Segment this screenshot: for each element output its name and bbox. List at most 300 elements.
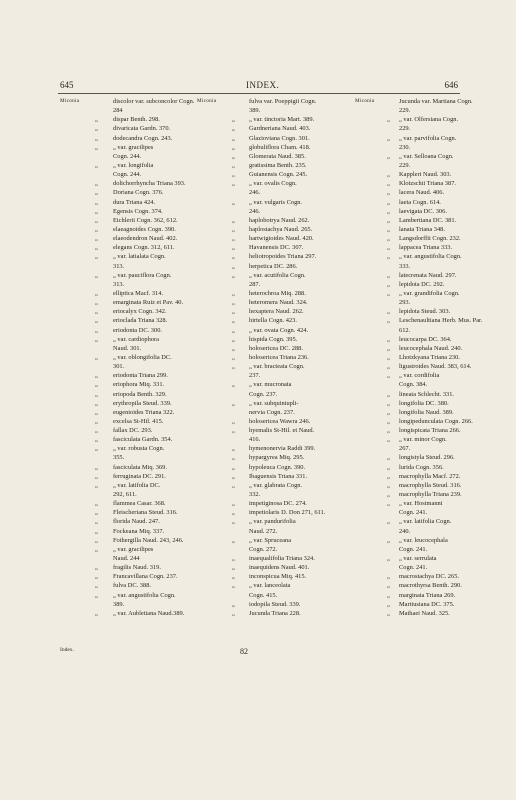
entry-text: „ var. lanceolata [249, 582, 291, 590]
ditto-mark: „ [232, 235, 235, 243]
ditto-mark: „ [232, 308, 235, 316]
ditto-mark: „ [95, 180, 98, 188]
index-entry [60, 463, 190, 472]
index-entry [60, 527, 190, 536]
entry-text: „ var. gracilipes [113, 143, 154, 151]
index-entry [60, 472, 190, 481]
entry-text: Jucunda Triana 228. [249, 609, 301, 617]
ditto-mark: „ [95, 527, 98, 535]
ditto-mark [232, 280, 249, 289]
ditto-mark: „ [387, 454, 390, 462]
index-entry [345, 316, 483, 325]
index-entry [345, 134, 463, 143]
entry-text: 237. [249, 372, 261, 380]
ditto-mark [232, 371, 249, 380]
ditto-mark: „ [95, 481, 98, 489]
index-entry [197, 170, 342, 179]
entry-text: inconspicua Miq. 415. [249, 573, 307, 581]
genus-label [355, 563, 387, 572]
entry-text: lappacea Triana 333. [399, 244, 453, 252]
entry-text: Langsdorffii Cogn. 232. [399, 235, 461, 243]
index-entry [197, 408, 342, 417]
genus-label [355, 417, 387, 426]
index-entry [60, 481, 190, 490]
genus-label [355, 499, 387, 508]
ditto-mark: „ [232, 244, 235, 252]
index-entry [345, 390, 463, 399]
entry-text: Cogn. 272. [249, 545, 278, 553]
index-entry [60, 380, 190, 389]
index-entry [197, 435, 342, 444]
entry-text: Klotzschii Triana 387. [399, 180, 456, 188]
genus-label [197, 362, 232, 371]
ditto-mark: „ [387, 134, 390, 142]
ditto-mark [232, 106, 249, 115]
genus-label [355, 289, 387, 298]
index-entry [197, 344, 342, 353]
index-entry [60, 581, 190, 590]
index-entry [345, 170, 463, 179]
ditto-mark: „ [232, 427, 235, 435]
genus-label [197, 517, 232, 526]
entry-text: lanata Triana 348. [399, 225, 445, 233]
entry-text: excelsa St-Hil. 415. [113, 417, 164, 425]
genus-label [355, 444, 387, 453]
ditto-mark: „ [95, 125, 98, 133]
ditto-mark: „ [232, 161, 235, 169]
ditto-mark: „ [387, 244, 390, 252]
ditto-mark: „ [95, 518, 98, 526]
entry-text: „ var. oblongifolia DC. [113, 353, 172, 361]
entry-text: „ var. gracilipes [113, 545, 154, 553]
genus-label [355, 508, 387, 517]
index-entry [197, 97, 342, 106]
entry-text: inaequidens Naud. 401. [249, 564, 310, 572]
genus-label [60, 390, 95, 399]
genus-label [60, 499, 95, 508]
entry-text: Kappleri Naud. 303. [399, 171, 452, 179]
entry-text: holosericea DC. 288. [249, 344, 303, 352]
entry-text: fulva var. Poeppigii Cogn. [249, 98, 317, 105]
entry-text: Fothergilla Naud. 243, 246. [113, 536, 184, 544]
index-entry [60, 170, 190, 179]
index-entry [197, 124, 342, 133]
genus-label [60, 262, 95, 271]
entry-text: „ var. pandurifolia [249, 518, 296, 526]
ditto-mark [95, 453, 113, 462]
index-entry [60, 280, 190, 289]
index-entry [345, 563, 463, 572]
index-entry [197, 225, 342, 234]
ditto-mark: „ [232, 600, 235, 608]
page-header [60, 80, 458, 92]
entry-text: laevigata DC. 306. [399, 207, 447, 215]
genus-label [355, 426, 387, 435]
entry-text: „ var. latifolia Cogn. [399, 518, 452, 526]
index-entry [345, 417, 473, 426]
genus-label [355, 115, 387, 124]
genus-label [355, 591, 387, 600]
genus-label [197, 609, 232, 618]
ditto-mark: „ [387, 591, 390, 599]
entry-text: „ var. vulgaris Cogn. [249, 198, 303, 206]
ditto-mark [387, 298, 399, 307]
ditto-mark: „ [232, 335, 235, 343]
genus-label [355, 572, 387, 581]
entry-text: heliotropoides Triana 297. [249, 253, 317, 261]
index-entry [197, 463, 342, 472]
genus-label [197, 124, 232, 133]
genus-label [197, 426, 232, 435]
ditto-mark: „ [387, 372, 390, 380]
ditto-mark: „ [95, 198, 98, 206]
index-entry [60, 572, 190, 581]
genus-label [197, 435, 232, 444]
ditto-mark: „ [95, 536, 98, 544]
index-entry [345, 234, 463, 243]
index-entry [197, 188, 342, 197]
ditto-mark: „ [95, 609, 98, 617]
index-entry [197, 207, 342, 216]
ditto-mark: „ [387, 116, 390, 124]
index-entry [345, 545, 463, 554]
ditto-mark: „ [95, 116, 98, 124]
genus-label [60, 280, 95, 289]
genus-label [60, 353, 95, 362]
ditto-mark: „ [387, 427, 390, 435]
ditto-mark: „ [95, 289, 98, 297]
ditto-mark: „ [387, 317, 390, 325]
ditto-mark: „ [232, 454, 235, 462]
genus-label [355, 307, 387, 316]
ditto-mark [95, 152, 113, 161]
index-entry [345, 280, 463, 289]
ditto-mark: „ [387, 518, 390, 526]
ditto-mark: „ [387, 399, 390, 407]
index-entry [345, 508, 463, 517]
ditto-mark [232, 408, 249, 417]
index-entry [345, 115, 463, 124]
ditto-mark [387, 444, 399, 453]
genus-label [355, 472, 387, 481]
genus-label [197, 143, 232, 152]
entry-text: „ var. latifolia DC. [113, 481, 161, 489]
index-entry [197, 600, 342, 609]
genus-label [60, 536, 95, 545]
ditto-mark: „ [95, 427, 98, 435]
ditto-mark [232, 591, 249, 600]
index-entry [197, 399, 342, 408]
index-entry [197, 115, 342, 124]
ditto-mark: „ [232, 262, 235, 270]
index-entry [345, 380, 463, 389]
entry-text: Egensis Cogn. 374. [113, 207, 163, 215]
ditto-mark: „ [232, 152, 235, 160]
index-entry [197, 179, 342, 188]
genus-label [197, 188, 232, 197]
index-entry [345, 143, 463, 152]
genus-label [355, 490, 387, 499]
ditto-mark: „ [232, 481, 235, 489]
index-entry [345, 124, 463, 133]
entry-text: hymenonervia Raddi 399. [249, 445, 316, 453]
index-entry [197, 289, 342, 298]
index-entry [197, 499, 342, 508]
ditto-mark: „ [232, 609, 235, 617]
genus-label [60, 134, 95, 143]
ditto-mark [387, 143, 399, 152]
entry-text: Cogn. 241. [399, 545, 428, 553]
entry-text: macrothyrsa Benth. 290. [399, 582, 462, 590]
genus-label [355, 380, 387, 389]
ditto-mark [232, 390, 249, 399]
genus-label [197, 408, 232, 417]
entry-text: iodopila Steud. 339. [249, 600, 301, 608]
entry-text: globuliflora Cham. 418. [249, 143, 311, 151]
index-entry [345, 399, 463, 408]
ditto-mark [232, 435, 249, 444]
ditto-mark: „ [387, 436, 390, 444]
ditto-mark: „ [95, 545, 98, 553]
ditto-mark: „ [387, 271, 390, 279]
entry-text: 240. [399, 527, 411, 535]
entry-text: dolichorrhyncha Triana 393. [113, 180, 186, 188]
ditto-mark: „ [232, 271, 235, 279]
index-entry [60, 362, 190, 371]
ditto-mark: „ [95, 134, 98, 142]
entry-text: erioclada Triana 328. [113, 317, 168, 325]
index-entry [60, 289, 190, 298]
entry-text: ferruginata DC. 291. [113, 472, 166, 480]
ditto-mark: „ [232, 381, 235, 389]
genus-label [355, 481, 387, 490]
entry-text: laeta Cogn. 614. [399, 198, 441, 206]
index-entry [60, 600, 190, 609]
ditto-mark: „ [95, 335, 98, 343]
entry-text: macrophylla Steud. 316. [399, 481, 462, 489]
ditto-mark: „ [232, 171, 235, 179]
index-entry [197, 106, 342, 115]
entry-text: leucocephala Naud. 240. [399, 344, 463, 352]
entry-text: 332. [249, 491, 261, 499]
entry-text: „ var. cordifolia [399, 372, 440, 380]
genus-label [197, 344, 232, 353]
index-entry [60, 426, 190, 435]
index-entry [60, 609, 190, 618]
index-entry [197, 262, 342, 271]
index-entry [197, 563, 342, 572]
index-entry [345, 600, 463, 609]
genus-label [355, 408, 387, 417]
index-entry [60, 316, 190, 325]
genus-label [355, 280, 387, 289]
genus-label [60, 271, 95, 280]
index-entry [345, 216, 463, 225]
index-entry [60, 225, 190, 234]
ditto-mark: „ [387, 481, 390, 489]
genus-label [60, 216, 95, 225]
ditto-mark: „ [387, 235, 390, 243]
entry-text: „ var. subquintupli- [249, 399, 299, 407]
genus-label [60, 152, 95, 161]
ditto-mark [232, 527, 249, 536]
genus-label [197, 390, 232, 399]
genus-label [60, 581, 95, 590]
entry-text: fasciculata Miq. 369. [113, 463, 167, 471]
ditto-mark [95, 600, 113, 609]
entry-text: 416. [249, 436, 261, 444]
index-entry [197, 527, 342, 536]
entry-text: 230. [399, 143, 411, 151]
genus-label [197, 243, 232, 252]
ditto-mark: „ [232, 463, 235, 471]
genus-label [60, 609, 95, 618]
genus-label [60, 545, 95, 554]
genus-label [197, 472, 232, 481]
entry-text: Glomerata Naud. 385. [249, 152, 306, 160]
entry-text: haplobotrya Naud. 262. [249, 216, 310, 224]
entry-text: 313. [113, 262, 125, 270]
index-entry [60, 517, 190, 526]
entry-text: Lambertiana DC. 381. [399, 216, 457, 224]
entry-text: elliptica Macf. 314. [113, 289, 164, 297]
genus-label [197, 508, 232, 517]
entry-text: elaeodendron Naud. 402. [113, 235, 178, 243]
ditto-mark: „ [95, 408, 98, 416]
entry-text: hartwigioides Naud. 420. [249, 235, 314, 243]
entry-text: „ var. Spruceana [249, 536, 292, 544]
ditto-mark: „ [95, 161, 98, 169]
genus-label [197, 600, 232, 609]
ditto-mark: „ [95, 244, 98, 252]
ditto-mark: „ [232, 134, 235, 142]
entry-text: longispicata Triana 266. [399, 427, 461, 435]
index-entry [60, 591, 190, 600]
genus-label [355, 124, 387, 133]
genus-label [197, 152, 232, 161]
entry-text: Cogn. 241. [399, 564, 428, 572]
entry-text: Cogn. 384. [399, 381, 428, 389]
genus-label [197, 234, 232, 243]
entry-text: 355. [113, 454, 125, 462]
ditto-mark [95, 280, 113, 289]
genus-label [60, 106, 95, 115]
entry-text: lineata Schlecht. 331. [399, 390, 455, 398]
entry-text: Cogn. 244. [113, 152, 142, 160]
index-entry [345, 307, 463, 316]
ditto-mark: „ [387, 353, 390, 361]
entry-text: emarginata Ruiz et Pav. 40. [113, 299, 184, 307]
genus-label [60, 198, 95, 207]
genus-label [197, 545, 232, 554]
index-entry [60, 106, 190, 115]
index-entry [345, 554, 463, 563]
ditto-mark: „ [232, 536, 235, 544]
index-entry [197, 572, 342, 581]
index-entry [345, 371, 463, 380]
genus-label [355, 335, 387, 344]
ditto-mark [95, 362, 113, 371]
index-entry [345, 362, 472, 371]
index-entry [60, 554, 190, 563]
genus-label [60, 380, 95, 389]
index-entry [197, 326, 342, 335]
entry-text: „ var. tinctoria Mart. 389. [249, 116, 315, 124]
genus-label [60, 316, 95, 325]
index-entry [345, 591, 463, 600]
ditto-mark: „ [232, 417, 235, 425]
entry-text: „ var. acutifolia Cogn. [249, 271, 306, 279]
genus-label [197, 298, 232, 307]
genus-label [355, 362, 387, 371]
genus-label [60, 508, 95, 517]
genus-label [355, 609, 387, 618]
entry-text: hexaptera Naud. 262. [249, 308, 304, 316]
index-entry [345, 225, 463, 234]
entry-text: „ var. parvifolia Cogn. [399, 134, 457, 142]
index-entry [60, 97, 195, 106]
genus-label [355, 170, 387, 179]
index-entry [60, 545, 190, 554]
genus-label [60, 124, 95, 133]
ditto-mark: „ [232, 582, 235, 590]
ditto-mark: „ [387, 600, 390, 608]
entry-text: Francavillana Cogn. 237. [113, 573, 178, 581]
entry-text: 287. [249, 280, 261, 288]
index-entry [60, 143, 190, 152]
ditto-mark: „ [232, 564, 235, 572]
ditto-mark: „ [95, 189, 98, 197]
index-entry [345, 527, 463, 536]
genus-label [197, 161, 232, 170]
index-entry [197, 353, 342, 362]
index-entry [197, 161, 342, 170]
entry-text: „ var. Selloana Cogn. [399, 152, 454, 160]
entry-text: lacera Naud. 406. [399, 189, 445, 197]
ditto-mark: „ [387, 280, 390, 288]
entry-text: gratissima Benth. 235. [249, 161, 307, 169]
index-entry [197, 508, 342, 517]
ditto-mark: „ [232, 180, 235, 188]
genus-label [355, 316, 387, 325]
entry-text: Gardneriana Naud. 403. [249, 125, 311, 133]
index-entry [345, 572, 463, 581]
genus-label [60, 307, 95, 316]
ditto-mark [95, 97, 113, 106]
ditto-mark [95, 344, 113, 353]
entry-text: longifolia Naud. 389. [399, 408, 454, 416]
index-entry [197, 490, 342, 499]
entry-text: flammea Casar. 368. [113, 500, 166, 508]
genus-label [60, 426, 95, 435]
genus-label [355, 545, 387, 554]
entry-text: 333. [399, 262, 411, 270]
entry-text: longifolia DC. 380. [399, 399, 449, 407]
genus-label [197, 453, 232, 462]
index-entry [197, 143, 342, 152]
entry-text: Ibaguensis Triana 331. [249, 472, 308, 480]
index-entry [197, 307, 342, 316]
ditto-mark: „ [387, 189, 390, 197]
ditto-mark: „ [387, 253, 390, 261]
entry-text: „ var. serrulata [399, 555, 437, 563]
entry-text: 229. [399, 161, 411, 169]
footer-label: Index. [60, 647, 74, 653]
index-entry [60, 444, 190, 453]
genus-label [355, 600, 387, 609]
entry-text: divaricata Gardn. 370. [113, 125, 171, 133]
index-column-3 [345, 97, 483, 618]
